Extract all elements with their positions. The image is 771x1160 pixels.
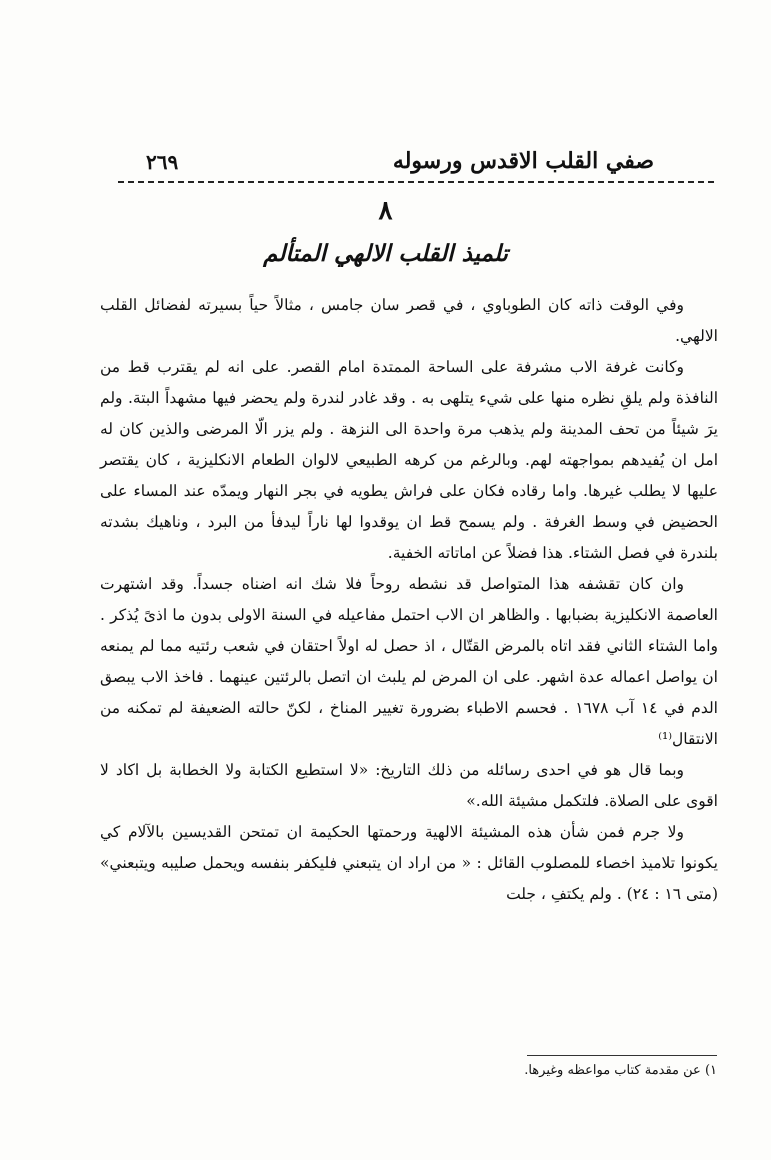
- paragraph: وكانت غرفة الاب مشرفة على الساحة الممتدة امام القصر. على انه لم يقترب قط من النافذة ولم يلقِ نظره منها على شيء يتلهى به . وقد غادر لندرة ولم يحضر فيها مشهداً البتة. ولم يرَ شيئاً من تحف المدينة ولم يذهب مرة واحدة الى النزهة . ولم يزر الّا المرضى والذين كان له امل ان يُفيدهم بمواجهته لهم. وبالرغم من كرهه الطبيعي لالوان الطعام الانكليزية ، كان يقتصر عليها لا يطلب غيرها. واما رقاده فكان على فراش يطويه في بجر النهار ويمدّه عند المساء على الحضيض في وسط الغرفة . ولم يسمح قط ان يوقدوا لها ناراً ليدفأ من البرد ، وناهيك بشدته بلندرة في فصل الشتاء. هذا فضلاً عن اماتاته الخفية.: [100, 358, 718, 562]
- running-title: صفي القلب الاقدس ورسوله: [392, 148, 654, 174]
- page-number: ٢٦٩: [146, 150, 179, 174]
- page-header: [118, 140, 714, 184]
- chapter-title: تلميذ القلب الالهي المتألم: [263, 240, 508, 267]
- paragraph: وبما قال هو في احدى رسائله من ذلك التاريخ: «لا استطيع الكتابة ولا الخطابة بل اكاد لا اقوى على الصلاة. فلتكمل مشيئة الله.»: [100, 761, 718, 810]
- footnote-divider: [527, 1055, 717, 1056]
- chapter-number: ٨: [378, 196, 393, 226]
- paragraph: ولا جرم فمن شأن هذه المشيئة الالهية ورحمتها الحكيمة ان تمتحن القديسين بالآلام كي يكونوا تلاميذ اخصاء للمصلوب القائل : « من اراد ان يتبعني فليكفر بنفسه ويحمل صليبه ويتبعني» (متى ١٦ : ٢٤) . ولم يكتفِ ، جلت: [100, 823, 718, 903]
- paragraph: وفي الوقت ذاته كان الطوباوي ، في قصر سان جامس ، مثالاً حياً بسيرته لفضائل القلب الالهي.: [100, 296, 718, 345]
- body-text: [100, 290, 718, 910]
- footnote: ١) عن مقدمة كتاب مواعظه وغيرها.: [524, 1063, 717, 1078]
- header-divider: [118, 181, 714, 183]
- paragraph: وان كان تقشفه هذا المتواصل قد نشطه روحاً فلا شك انه اضناه جسداً. وقد اشتهرت العاصمة الانكليزية بضبابها . والظاهر ان الاب احتمل مفاعيله في السنة الاولى بدون ما اذىً يُذكر . واما الشتاء الثاني فقد اتاه بالمرض القتّال ، اذ حصل له اولاً احتقان في شعب رئتيه مما لم يمنعه ان يواصل اعماله عدة اشهر. على ان المرض لم يلبث ان اتصل بالرئتين عينهما . فاخذ الاب يبصق الدم في ١٤ آب ١٦٧٨ . فحسم الاطباء بضرورة تغيير المناخ ، لكنّ حالته الضعيفة لم تمكنه من الانتقال⁽¹⁾: [100, 575, 718, 748]
